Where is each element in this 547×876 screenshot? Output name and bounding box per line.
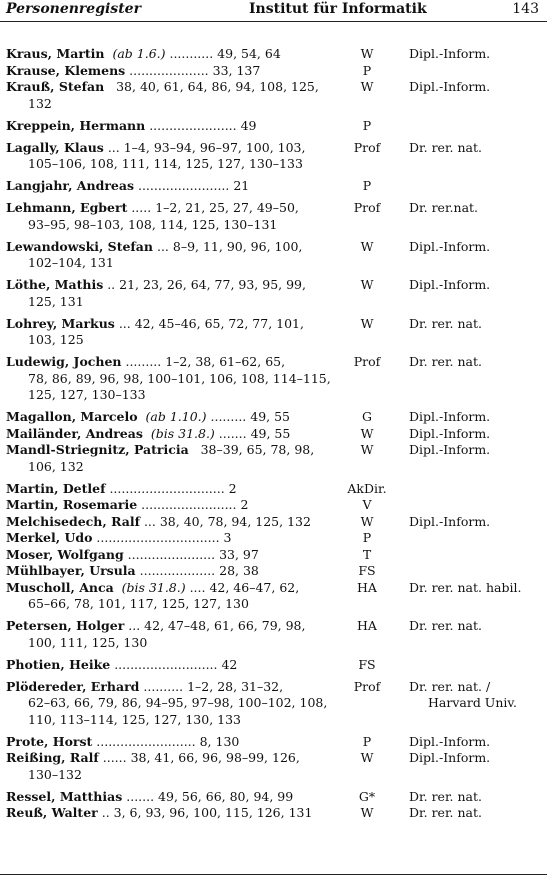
- academic-degree: Dr. rer. nat.: [409, 354, 482, 369]
- index-entry: [0, 580, 547, 613]
- entry-first-line: [6, 547, 322, 564]
- academic-degree: Dipl.-Inform.: [409, 442, 491, 457]
- status-code: W: [360, 79, 374, 94]
- entry-text: [6, 426, 322, 443]
- academic-degree: Dr. rer. nat. /: [409, 678, 491, 694]
- entry-text: [6, 316, 322, 349]
- entry-text: [6, 239, 322, 272]
- page-references: 42, 45–46, 65, 72, 77, 101,: [134, 315, 304, 331]
- entry-first-line: [6, 750, 322, 767]
- page-references: 49, 55: [250, 409, 291, 424]
- entry-first-line: [6, 789, 322, 806]
- page-references: 8, 130: [199, 733, 240, 749]
- entry-first-line: [6, 805, 322, 822]
- leader-dots: ...: [124, 618, 145, 633]
- person-name: Photien, Heike: [6, 656, 111, 672]
- entry-text: [6, 530, 322, 547]
- index-entry: [0, 239, 547, 272]
- entry-first-line: [6, 178, 322, 195]
- page-references-continued: 130–132: [28, 766, 82, 782]
- index-entry: [0, 514, 547, 531]
- leader-dots: .......................: [134, 178, 234, 193]
- leader-dots: ....: [185, 579, 210, 595]
- person-name: Plödereder, Erhard: [6, 678, 140, 694]
- person-name: Melchisedech, Ralf: [6, 513, 140, 529]
- entry-text: [6, 805, 322, 822]
- person-name: Langjahr, Andreas: [6, 178, 135, 193]
- header-rule: [0, 21, 547, 22]
- entry-first-line: [6, 563, 322, 580]
- person-name: Lehmann, Egbert: [6, 200, 128, 215]
- entry-text: [6, 563, 322, 580]
- person-name: Ludewig, Jochen: [6, 354, 122, 369]
- page-references-continued: 125, 127, 130–133: [28, 387, 146, 402]
- page-references: 3: [223, 530, 232, 545]
- page-references-continued: 103, 125: [28, 332, 84, 347]
- page-references: 49: [240, 117, 257, 133]
- page-references: 42, 46–47, 62,: [209, 579, 300, 595]
- person-name: Krauß, Stefan: [6, 79, 105, 94]
- person-name: Moser, Wolfgang: [6, 546, 124, 562]
- entry-text: [6, 442, 322, 475]
- entry-text: [6, 63, 322, 80]
- status-code: G*: [358, 788, 376, 804]
- leader-dots: ...: [103, 139, 124, 155]
- entry-text: [6, 497, 322, 514]
- person-name: Mailänder, Andreas: [6, 425, 143, 441]
- index-entry: [0, 63, 547, 80]
- person-name: Muscholl, Anca: [6, 579, 114, 595]
- running-header: [6, 0, 539, 22]
- index-entry: [0, 354, 547, 404]
- academic-degree-continued: Harvard Univ.: [428, 695, 517, 710]
- status-code: Prof: [353, 200, 381, 215]
- index-entry: [0, 442, 547, 475]
- index-entry: [0, 547, 547, 564]
- entry-first-line: [6, 679, 322, 696]
- page-references: 42, 47–48, 61, 66, 79, 98,: [144, 618, 306, 633]
- page-references: 1–4, 93–94, 96–97, 100, 103,: [123, 139, 306, 155]
- person-name: Ressel, Matthias: [6, 788, 123, 804]
- entry-first-line: [6, 497, 322, 514]
- entry-text: [6, 200, 322, 233]
- status-code: T: [362, 546, 372, 562]
- leader-dots: ......: [98, 750, 131, 765]
- leader-dots: ..........: [139, 678, 188, 694]
- status-code: W: [360, 513, 374, 529]
- status-code: P: [362, 117, 372, 133]
- person-name: Prote, Horst: [6, 733, 93, 749]
- status-code: FS: [358, 656, 376, 672]
- index-entry: [0, 750, 547, 783]
- index-entry: [0, 497, 547, 514]
- leader-dots: ....................: [125, 62, 213, 78]
- person-name: Kreppein, Hermann: [6, 117, 146, 133]
- leader-dots: .......: [214, 425, 251, 441]
- entry-first-line: [6, 442, 322, 459]
- index-entry: [0, 530, 547, 547]
- leader-dots: ...: [139, 513, 160, 529]
- entry-first-line: [6, 79, 322, 96]
- footer-rule: [0, 874, 547, 875]
- status-code: AkDir.: [347, 480, 387, 496]
- index-entry: [0, 409, 547, 426]
- person-name: Petersen, Holger: [6, 618, 125, 633]
- academic-degree: Dipl.-Inform.: [409, 409, 491, 424]
- leader-dots: .....: [127, 200, 156, 215]
- status-code: W: [360, 315, 374, 331]
- leader-dots: .............................: [105, 480, 229, 496]
- leader-dots: ...: [114, 315, 135, 331]
- entry-text: [6, 734, 322, 751]
- entry-text: [6, 657, 322, 674]
- page-number: 143: [512, 1, 539, 17]
- status-code: Prof: [353, 139, 381, 155]
- leader-dots: .......: [122, 788, 159, 804]
- tenure-note: (ab 1.6.): [112, 46, 166, 61]
- status-code: P: [362, 530, 372, 545]
- entry-text: [6, 678, 328, 729]
- entry-text: [6, 79, 322, 112]
- academic-degree: Dipl.-Inform.: [409, 46, 491, 61]
- entry-first-line: [6, 118, 322, 135]
- section-title: Personenregister: [6, 1, 141, 17]
- academic-degree: Dipl.-Inform.: [409, 79, 491, 94]
- leader-dots: ........................: [137, 497, 241, 512]
- page-references: 49, 54, 64: [217, 46, 281, 61]
- entry-text: [6, 118, 322, 135]
- entry-first-line: [6, 657, 322, 674]
- page-references-continued: 105–106, 108, 111, 114, 125, 127, 130–133: [28, 156, 303, 171]
- status-code: W: [360, 442, 374, 457]
- status-code: G: [362, 409, 372, 424]
- person-name: Reißing, Ralf: [6, 750, 99, 765]
- page-references: 8–9, 11, 90, 96, 100,: [172, 238, 303, 254]
- person-index-list: [0, 46, 547, 822]
- page-references: 2: [240, 497, 249, 512]
- academic-degree: Dr. rer. nat.: [409, 139, 482, 155]
- status-code: W: [360, 46, 374, 61]
- person-name: Mandl-Striegnitz, Patricia: [6, 442, 189, 457]
- entry-first-line: [6, 63, 322, 80]
- index-entry: [0, 200, 547, 233]
- person-name: Martin, Rosemarie: [6, 497, 138, 512]
- entry-text: [6, 750, 322, 783]
- academic-degree: Dipl.-Inform.: [409, 277, 491, 292]
- status-code: FS: [358, 563, 376, 578]
- entry-text: [6, 178, 322, 195]
- page-references-continued: 65–66, 78, 101, 117, 125, 127, 130: [28, 596, 249, 611]
- index-entry: [0, 79, 547, 112]
- index-entry: [0, 46, 547, 63]
- index-entry: [0, 679, 547, 729]
- entry-text: [6, 618, 322, 651]
- page-references-continued: 62–63, 66, 79, 86, 94–95, 97–98, 100–102, 108,: [28, 695, 328, 710]
- academic-degree: Dipl.-Inform.: [409, 750, 491, 765]
- status-code: HA: [357, 579, 377, 595]
- academic-degree: Dipl.-Inform.: [409, 513, 491, 529]
- index-entry: [0, 789, 547, 806]
- academic-degree: Dr. rer.nat.: [409, 200, 479, 215]
- leader-dots: .........: [121, 354, 166, 369]
- person-name: Löthe, Mathis: [6, 277, 104, 292]
- leader-dots: ...: [153, 238, 173, 254]
- status-code: W: [360, 238, 374, 254]
- index-entry: [0, 140, 547, 173]
- entry-first-line: [6, 409, 322, 426]
- index-entry: [0, 426, 547, 443]
- status-code: W: [360, 750, 374, 765]
- page-references: 33, 137: [212, 62, 261, 78]
- index-entry: [0, 118, 547, 135]
- person-name: Magallon, Marcelo: [6, 409, 138, 424]
- status-code: W: [360, 805, 374, 820]
- academic-degree: Dr. rer. nat.: [409, 788, 482, 804]
- status-code: P: [362, 733, 372, 749]
- page-references: 49, 56, 66, 80, 94, 99: [158, 788, 294, 804]
- leader-dots: ..: [97, 805, 114, 820]
- entry-first-line: [6, 514, 322, 531]
- entry-text: [6, 580, 322, 613]
- person-name: Kraus, Martin: [6, 46, 105, 61]
- entry-first-line: [6, 46, 322, 63]
- status-code: W: [360, 425, 374, 441]
- status-code: Prof: [353, 678, 381, 694]
- page-references: 38, 40, 61, 64, 86, 94, 108, 125,: [116, 79, 319, 94]
- academic-degree: Dipl.-Inform.: [409, 733, 491, 749]
- entry-first-line: [6, 239, 322, 256]
- academic-degree: Dr. rer. nat. habil.: [409, 579, 522, 595]
- person-name: Krause, Klemens: [6, 62, 126, 78]
- page-references-continued: 78, 86, 89, 96, 98, 100–101, 106, 108, 114–115,: [28, 370, 331, 386]
- index-entry: [0, 316, 547, 349]
- leader-dots: ...........: [165, 46, 218, 61]
- entry-first-line: [6, 580, 322, 597]
- entry-text: [6, 789, 322, 806]
- index-entry: [0, 481, 547, 498]
- entry-text: [6, 481, 322, 498]
- page-references-continued: 93–95, 98–103, 108, 114, 125, 130–131: [28, 216, 278, 232]
- entry-text: [6, 409, 322, 426]
- institute-title: Institut für Informatik: [249, 1, 427, 17]
- page-references: 38–39, 65, 78, 98,: [200, 442, 315, 457]
- page-references: 3, 6, 93, 96, 100, 115, 126, 131: [113, 805, 313, 820]
- index-entry: [0, 563, 547, 580]
- index-entry: [0, 805, 547, 822]
- entry-text: [6, 514, 322, 531]
- academic-degree: Dr. rer. nat.: [409, 805, 482, 820]
- academic-degree: Dipl.-Inform.: [409, 238, 491, 254]
- page-references: 1–2, 28, 31–32,: [187, 678, 284, 694]
- entry-first-line: [6, 354, 322, 371]
- tenure-note: (ab 1.10.): [145, 409, 207, 424]
- page-references: 33, 97: [219, 546, 259, 562]
- entry-first-line: [6, 481, 322, 498]
- academic-degree: Dipl.-Inform.: [409, 425, 491, 441]
- person-name: Lohrey, Markus: [6, 315, 115, 331]
- leader-dots: ...............................: [92, 530, 224, 545]
- academic-degree: Dr. rer. nat.: [409, 618, 482, 633]
- page-references: 1–2, 38, 61–62, 65,: [165, 354, 286, 369]
- academic-degree: Dr. rer. nat.: [409, 315, 482, 331]
- person-name: Martin, Detlef: [6, 480, 106, 496]
- person-name: Mühlbayer, Ursula: [6, 563, 136, 578]
- person-name: Merkel, Udo: [6, 530, 93, 545]
- entry-text: [6, 140, 322, 173]
- entry-first-line: [6, 316, 322, 333]
- status-code: V: [362, 497, 372, 512]
- page-references: 28, 38: [219, 563, 259, 578]
- page-references-continued: 106, 132: [28, 458, 84, 474]
- page-references-continued: 110, 113–114, 125, 127, 130, 133: [28, 711, 241, 727]
- leader-dots: ......................: [123, 546, 220, 562]
- page-references: 21: [233, 178, 250, 193]
- status-code: P: [362, 178, 372, 193]
- page-references: 38, 40, 78, 94, 125, 132: [159, 513, 311, 529]
- entry-text: [6, 547, 322, 564]
- index-entry: [0, 178, 547, 195]
- page-references: 38, 41, 66, 96, 98–99, 126,: [130, 750, 300, 765]
- person-name: Lewandowski, Stefan: [6, 238, 153, 254]
- page-references: 2: [228, 480, 237, 496]
- leader-dots: ...................: [135, 563, 220, 578]
- index-entry: [0, 277, 547, 310]
- status-code: Prof: [353, 354, 381, 369]
- person-name: Reuß, Walter: [6, 805, 98, 820]
- entry-first-line: [6, 140, 322, 157]
- leader-dots: ..: [103, 277, 120, 292]
- leader-dots: ......................: [145, 117, 241, 133]
- status-code: HA: [357, 618, 377, 633]
- entry-text: [6, 46, 322, 63]
- status-code: W: [360, 277, 374, 292]
- tenure-note: (bis 31.8.): [121, 579, 186, 595]
- index-entry: [0, 657, 547, 674]
- leader-dots: .........: [206, 409, 251, 424]
- leader-dots: ..........................: [110, 656, 222, 672]
- tenure-note: (bis 31.8.): [150, 425, 215, 441]
- entry-first-line: [6, 277, 322, 294]
- entry-first-line: [6, 426, 322, 443]
- entry-first-line: [6, 200, 322, 217]
- page-references: 21, 23, 26, 64, 77, 93, 95, 99,: [119, 277, 306, 292]
- index-entry: [0, 734, 547, 751]
- page-references: 1–2, 21, 25, 27, 49–50,: [155, 200, 299, 215]
- page-references-continued: 125, 131: [28, 293, 84, 309]
- leader-dots: .........................: [92, 733, 200, 749]
- entry-first-line: [6, 734, 322, 751]
- entry-first-line: [6, 530, 322, 547]
- page-references-continued: 102–104, 131: [28, 255, 114, 270]
- entry-text: [6, 354, 331, 404]
- index-entry: [0, 618, 547, 651]
- page-references: 49, 55: [250, 425, 291, 441]
- person-name: Lagally, Klaus: [6, 139, 104, 155]
- entry-text: [6, 277, 322, 310]
- entry-first-line: [6, 618, 322, 635]
- status-code: P: [362, 62, 372, 78]
- page-references-continued: 100, 111, 125, 130: [28, 634, 148, 650]
- page-references: 42: [221, 656, 238, 672]
- page-references-continued: 132: [28, 95, 52, 111]
